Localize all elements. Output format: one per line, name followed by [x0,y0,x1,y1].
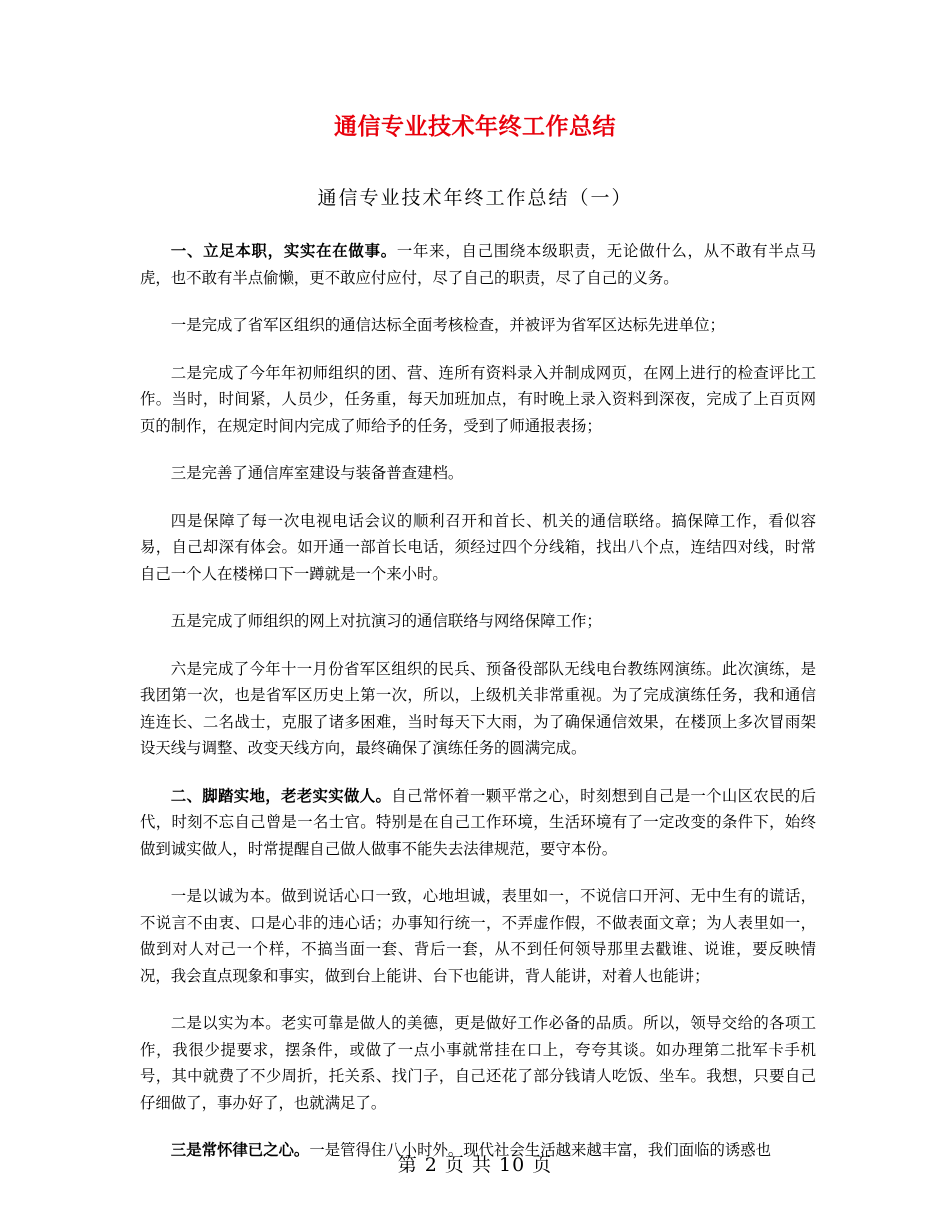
paragraph-text: 一是以诚为本。做到说话心口一致，心地坦诚，表里如一，不说信口开河、无中生有的谎话，不说言不由衷、口是心非的违心话；办事知行统一，不弄虚作假，不做表面文章；为人表里如一，做到对人对己一个样，不搞当面一套、背后一套，从不到任何领导那里去戳谁、说谁，要反映情况，我会直点现象和事实，做到台上能讲、台下也能讲，背人能讲，对着人也能讲； [140,887,816,985]
paragraph-text: 一是完成了省军区组织的通信达标全面考核检查，并被评为省军区达标先进单位； [170,316,725,334]
paragraph-heading: 二、脚踏实地，老老实实做人。 [170,786,392,805]
paragraph-text: 三是完善了通信库室建设与装备普查建档。 [170,464,464,482]
document-subtitle: 通信专业技术年终工作总结（一） [317,187,633,209]
paragraph-text: 二是以实为本。老实可靠是做人的美德，更是做好工作必备的品质。所以，领导交给的各项工作，我很少提要求，摆条件，或做了一点小事就常挂在口上，夸夸其谈。如办理第二批军卡手机号，其中就费了不少周折，托关系、找门子，自己还花了部分钱请人吃饭、坐车。我想，只要自己仔细做了，事办好了，也就满足了。 [140,1014,816,1112]
paragraph [140,656,816,762]
paragraph [140,312,816,339]
paragraph-text: 六是完成了今年十一月份省军区组织的民兵、预备役部队无线电台教练网演练。此次演练，是我团第一次，也是省军区历史上第一次，所以，上级机关非常重视。为了完成演练任务，我和通信连连长、二名战士，克服了诸多困难，当时每天下大雨，为了确保通信效果，在楼顶上多次冒雨架设天线与调整、改变天线方向，最终确保了演练任务的圆满完成。 [140,659,816,757]
paragraph [140,608,816,635]
paragraph-text: 五是完成了师组织的网上对抗演习的通信联络与网络保障工作； [170,612,602,630]
document-body [140,238,816,1185]
paragraph [140,1010,816,1116]
paragraph-text: 一是管得住八小时外。现代社会生活越来越丰富，我们面临的诱惑也 [309,1141,772,1159]
paragraph-text: 自己常怀着一颗平常之心，时刻想到自己是一个山区农民的后代，时刻不忘自己曾是一名士官。特别是在自己工作环境，生活环境有了一定改变的条件下，始终做到诚实做人，时常提醒自己做人做事不能失去法律规范，要守本份。 [140,786,816,858]
paragraph [140,360,816,440]
paragraph [140,883,816,989]
paragraph-text: 四是保障了每一次电视电话会议的顺利召开和首长、机关的通信联络。搞保障工作，看似容易，自己却深有体会。如开通一部首长电话，须经过四个分线箱，找出八个点，连结四对线，时常自己一个人在楼梯口下一蹲就是一个来小时。 [140,511,816,583]
paragraph [140,460,816,487]
paragraph-heading: 一、立足本职，实实在在做事。 [170,242,397,260]
paragraph-text: 二是完成了今年年初师组织的团、营、连所有资料录入并制成网页，在网上进行的检查评比工作。当时，时间紧，人员少，任务重，每天加班加点，有时晚上录入资料到深夜，完成了上百页网页的制作，在规定时间内完成了师给予的任务，受到了师通报表扬； [140,363,816,435]
page-footer: 第 2 页 共 10 页 [397,1154,553,1176]
paragraph [140,783,816,863]
paragraph-text: 一年来，自己围绕本级职责，无论做什么，从不敢有半点马虎，也不敢有半点偷懒，更不敢应付应付，尽了自己的职责，尽了自己的义务。 [140,242,816,287]
paragraph [140,238,816,291]
document-title: 通信专业技术年终工作总结 [334,114,616,140]
paragraph [140,508,816,588]
paragraph-heading: 三是常怀律已之心。 [170,1141,310,1159]
